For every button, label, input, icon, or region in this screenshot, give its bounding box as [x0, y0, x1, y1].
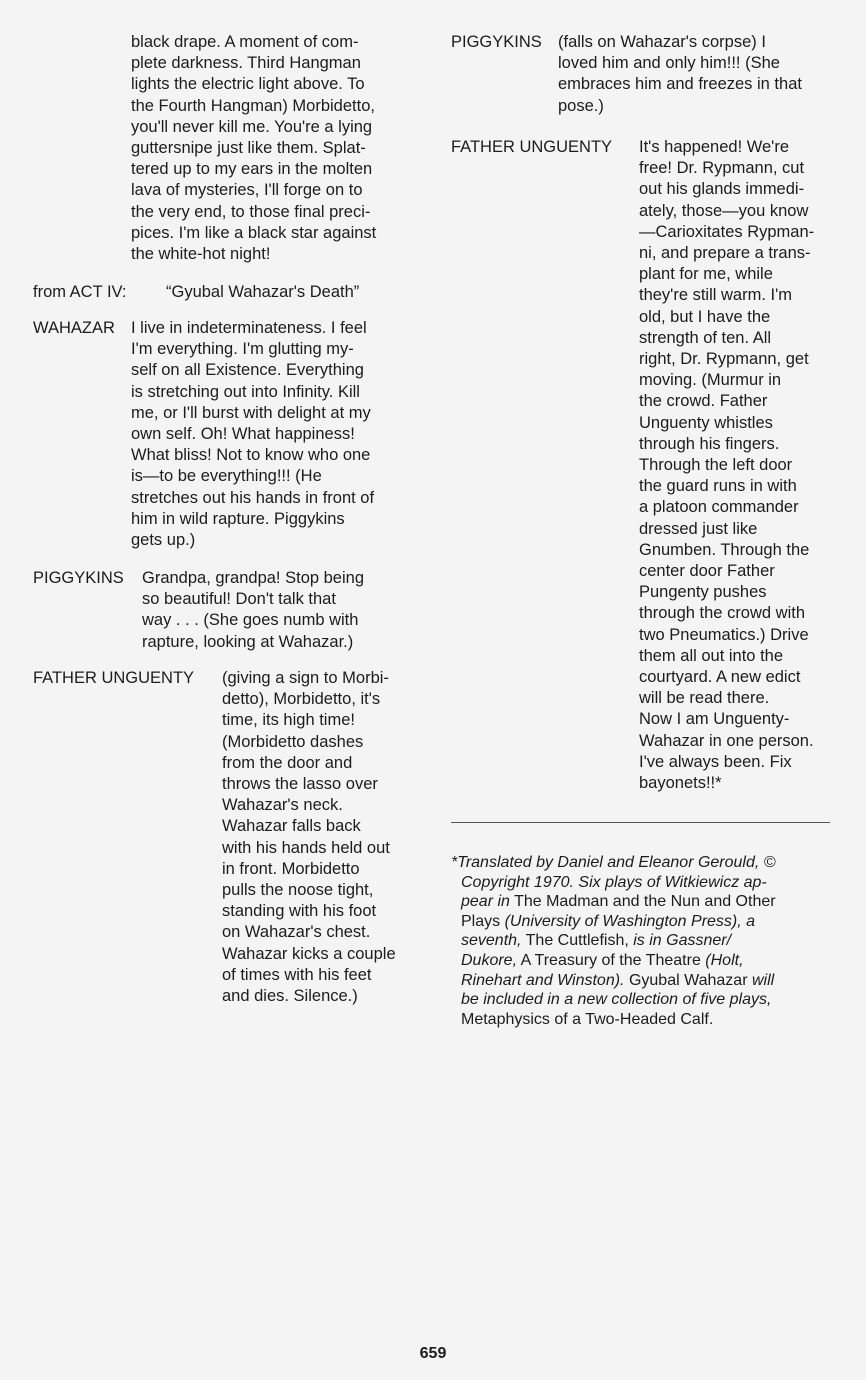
text-line: him in wild rapture. Piggykins: [131, 509, 345, 528]
continued-stage-direction: [131, 32, 376, 265]
footnote-line: [451, 853, 776, 873]
text-line: of times with his feet: [222, 965, 372, 984]
act-heading-title: “Gyubal Wahazar's Death”: [166, 283, 360, 301]
speech-text: [558, 32, 802, 117]
text-line: me, or I'll burst with delight at my: [131, 403, 371, 422]
text-line: through the crowd with: [639, 604, 806, 623]
text-line: detto), Morbidetto, it's: [222, 690, 381, 709]
speaker-name: FATHER UNGUENTY: [33, 669, 195, 687]
footnote-italic: will: [747, 971, 775, 989]
text-line: out his glands immedi-: [639, 180, 805, 199]
text-line: is—to be everything!!! (He: [131, 467, 322, 486]
text-line: the white-hot night!: [131, 245, 271, 264]
text-line: in front. Morbidetto: [222, 859, 360, 878]
text-line: It's happened! We're: [639, 138, 790, 156]
text-line: plete darkness. Third Hangman: [131, 54, 361, 73]
text-line: right, Dr. Rypmann, get: [639, 350, 809, 369]
text-line: bayonets!!*: [639, 774, 722, 793]
text-line: Wahazar falls back: [222, 817, 361, 836]
footnote-roman: Plays: [461, 912, 501, 930]
speech-text: [222, 668, 396, 1007]
text-line: rapture, looking at Wahazar.): [142, 632, 354, 651]
text-line: I've always been. Fix: [639, 752, 792, 771]
text-line: dressed just like: [639, 519, 758, 538]
footnote-line: [451, 1010, 776, 1030]
footnote-line: [451, 892, 776, 912]
text-line: I'm everything. I'm glutting my-: [131, 340, 354, 359]
text-line: (giving a sign to Morbi-: [222, 669, 389, 687]
footnote-italic: Dukore,: [461, 951, 518, 969]
text-line: guttersnipe just like them. Splat-: [131, 139, 366, 158]
speech-text: [131, 318, 374, 551]
text-line: a platoon commander: [639, 498, 799, 517]
text-line: the very end, to those final preci-: [131, 202, 371, 221]
text-line: through his fingers.: [639, 434, 780, 453]
text-line: free! Dr. Rypmann, cut: [639, 159, 805, 178]
text-line: they're still warm. I'm: [639, 286, 792, 305]
page-number: 659: [419, 1345, 447, 1362]
text-line: two Pneumatics.) Drive: [639, 625, 809, 644]
text-line: ately, those—you know: [639, 201, 809, 220]
speaker-name: WAHAZAR: [33, 319, 115, 337]
text-line: strength of ten. All: [639, 328, 772, 347]
footnote-line: [451, 951, 776, 971]
text-line: time, its high time!: [222, 711, 355, 730]
speaker-name: PIGGYKINS: [451, 33, 542, 51]
text-line: Grandpa, grandpa! Stop being: [142, 569, 365, 587]
text-line: the guard runs in with: [639, 477, 797, 496]
footnote-roman: The Cuttlefish,: [521, 932, 629, 950]
text-line: loved him and only him!!! (She: [558, 54, 780, 73]
footnote: [451, 853, 776, 1029]
footnote-italic: (Holt,: [700, 951, 744, 969]
text-line: Wahazar in one person.: [639, 731, 814, 750]
text-line: is stretching out into Infinity. Kill: [131, 382, 360, 401]
text-line: —Carioxitates Rypman-: [639, 222, 815, 241]
footnote-italic: is in Gassner/: [628, 932, 732, 950]
text-line: way . . . (She goes numb with: [142, 611, 359, 630]
text-line: black drape. A moment of com-: [131, 33, 359, 51]
text-line: you'll never kill me. You're a lying: [131, 117, 373, 136]
text-line: embraces him and freezes in that: [558, 75, 802, 94]
speech-text: [639, 137, 814, 794]
text-line: Through the left door: [639, 456, 793, 475]
speaker-name: FATHER UNGUENTY: [451, 138, 613, 156]
footnote-italic: (University of Washington Press), a: [500, 912, 756, 930]
text-line: ni, and prepare a trans-: [639, 244, 811, 263]
footnote-italic: Rinehart and Winston).: [461, 971, 625, 989]
speaker-name: PIGGYKINS: [33, 569, 124, 587]
text-line: pices. I'm like a black star against: [131, 223, 377, 242]
text-line: on Wahazar's chest.: [222, 923, 371, 942]
text-line: lava of mysteries, I'll forge on to: [131, 181, 363, 200]
text-line: lights the electric light above. To: [131, 75, 365, 94]
text-line: Gnumben. Through the: [639, 540, 810, 559]
text-line: center door Father: [639, 562, 775, 581]
text-line: I live in indeterminateness. I feel: [131, 319, 367, 337]
text-line: Now I am Unguenty-: [639, 710, 790, 729]
text-line: standing with his foot: [222, 902, 377, 921]
text-line: moving. (Murmur in: [639, 371, 782, 390]
text-line: pulls the noose tight,: [222, 881, 374, 900]
text-line: Wahazar's neck.: [222, 796, 343, 815]
footnote-divider: [451, 822, 830, 823]
text-line: stretches out his hands in front of: [131, 488, 375, 507]
text-line: What bliss! Not to know who one: [131, 446, 371, 465]
footnote-italic: be included in a new collection of five plays,: [461, 991, 772, 1009]
text-line: them all out into the: [639, 646, 784, 665]
text-line: Wahazar kicks a couple: [222, 944, 396, 963]
footnote-line: [451, 873, 776, 893]
footnote-roman: The Madman and the Nun and Other: [509, 893, 776, 911]
text-line: with his hands held out: [222, 838, 390, 857]
text-line: own self. Oh! What happiness!: [131, 425, 355, 444]
text-line: old, but I have the: [639, 307, 771, 326]
text-line: (falls on Wahazar's corpse) I: [558, 33, 766, 51]
text-line: will be read there.: [639, 689, 770, 708]
footnote-line: [451, 912, 776, 932]
footnote-italic: *Translated by Daniel and Eleanor Gerould, ©: [451, 854, 776, 871]
footnote-italic: seventh,: [461, 932, 522, 950]
footnote-italic: pear in: [461, 893, 510, 911]
footnote-line: [451, 990, 776, 1010]
text-line: the Fourth Hangman) Morbidetto,: [131, 96, 375, 115]
text-line: the crowd. Father: [639, 392, 768, 411]
text-line: pose.): [558, 96, 604, 115]
text-line: courtyard. A new edict: [639, 668, 801, 687]
text-line: gets up.): [131, 531, 196, 550]
text-line: throws the lasso over: [222, 775, 378, 794]
act-heading-label: from ACT IV:: [33, 283, 127, 301]
text-line: plant for me, while: [639, 265, 773, 284]
footnote-roman: Metaphysics of a Two-Headed Calf.: [461, 1010, 714, 1028]
text-line: from the door and: [222, 753, 353, 772]
footnote-roman: A Treasury of the Theatre: [517, 951, 701, 969]
speech-text: [142, 568, 364, 653]
footnote-italic: Copyright 1970. Six plays of Witkiewicz ap-: [461, 873, 767, 891]
footnote-roman: Gyubal Wahazar: [624, 971, 748, 989]
text-line: so beautiful! Don't talk that: [142, 590, 336, 609]
text-line: self on all Existence. Everything: [131, 361, 364, 380]
text-line: Pungenty pushes: [639, 583, 767, 602]
text-line: and dies. Silence.): [222, 987, 358, 1006]
text-line: (Morbidetto dashes: [222, 732, 364, 751]
footnote-line: [451, 971, 776, 991]
footnote-line: [451, 931, 776, 951]
text-line: tered up to my ears in the molten: [131, 160, 373, 179]
text-line: Unguenty whistles: [639, 413, 773, 432]
